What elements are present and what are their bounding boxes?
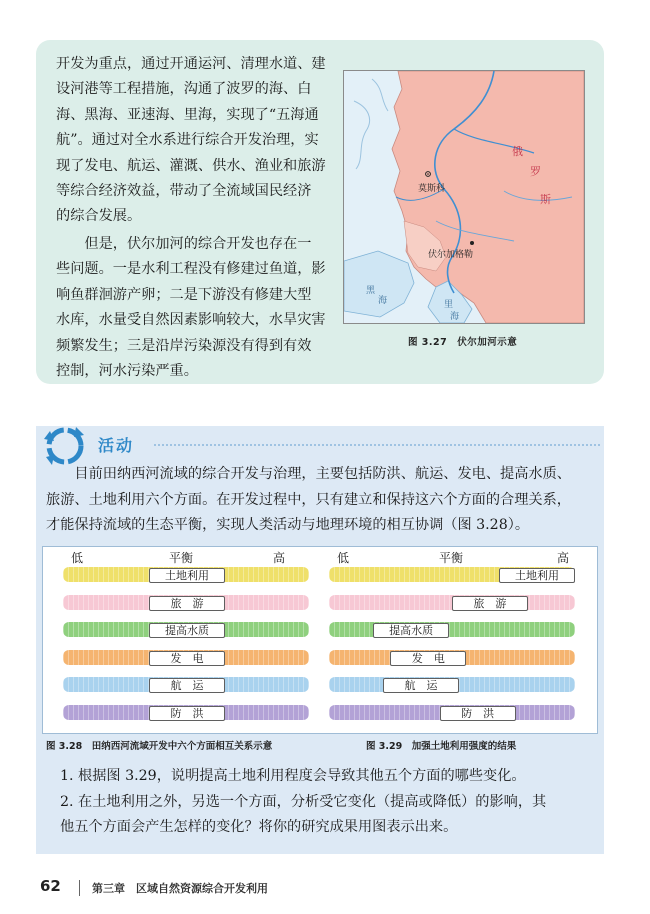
text-line: 频繁发生；三是沿岸污染源没有得到有效: [56, 337, 312, 354]
activity-title: 活动: [98, 436, 135, 455]
paragraph-volga-problems: [56, 232, 346, 384]
bar-value-label: 发 电: [390, 651, 466, 666]
bar-value-label: 防 洪: [440, 706, 516, 721]
question-2: 2. 在土地利用之外，另选一个方面，分析受它变化（提高或降低）的影响，其: [60, 793, 547, 810]
text-section-box: [36, 40, 604, 384]
bar-4: [329, 677, 575, 692]
bar-3: [329, 650, 575, 665]
text-line: 开发为重点，通过开通运河、清理水道、建: [56, 56, 326, 72]
map-label-country: 罗: [530, 165, 541, 178]
bar-2: [63, 622, 309, 637]
text-line: 航”。通过对全水系进行综合开发治理，实: [56, 132, 319, 149]
text-line: 现了发电、航运、灌溉、供水、渔业和旅游: [56, 157, 326, 174]
scale-mid: 平衡: [169, 551, 194, 565]
map-caption: 图 3.27 伏尔加河示意: [408, 337, 518, 348]
bar-0: [329, 567, 575, 582]
map-label-sea: 里: [444, 300, 454, 310]
map-label-country: 俄: [512, 145, 523, 158]
volgograd-marker-icon: [470, 241, 474, 245]
text-line: 旅游、土地利用六个方面。在开发过程中，只有建立和保持这六个方面的合理关系，: [46, 491, 571, 508]
bar-2: [329, 622, 575, 637]
map-label-country: 斯: [540, 193, 551, 206]
question-2-cont: 他五个方面会产生怎样的变化？将你的研究成果用图表示出来。: [60, 819, 458, 836]
bar-value-label: 提高水质: [373, 623, 449, 638]
scale-mid: 平衡: [439, 551, 464, 565]
bar-value-label: 航 运: [383, 678, 459, 693]
map-label-moscow: 莫斯科: [418, 184, 446, 194]
bar-1: [63, 595, 309, 610]
chart-caption-3-29: 图 3.29 加强土地利用强度的结果: [366, 741, 517, 752]
bar-3: [63, 650, 309, 665]
activity-questions: [60, 764, 590, 841]
map-label-sea: 黑: [366, 286, 376, 296]
scale-high: 高: [557, 551, 570, 565]
scale-low: 低: [337, 551, 350, 565]
footer-divider: [79, 880, 80, 896]
activity-box: [36, 426, 604, 854]
paragraph-volga-development: [56, 52, 346, 230]
text-line: 响鱼群洄游产卵；二是下游没有修建大型: [56, 286, 312, 303]
bar-value-label: 提高水质: [149, 623, 225, 638]
chart-caption-3-28: 图 3.28 田纳西河流域开发中六个方面相互关系示意: [46, 741, 273, 752]
bar-5: [329, 705, 575, 720]
map-label-sea: 海: [450, 312, 460, 322]
bar-value-label: 防 洪: [149, 706, 225, 721]
text-line: 设河港等工程措施，沟通了波罗的海、白: [56, 81, 312, 98]
bar-1: [329, 595, 575, 610]
bar-value-label: 土地利用: [149, 568, 225, 583]
bar-value-label: 航 运: [149, 678, 225, 693]
bar-value-label: 旅 游: [452, 596, 528, 611]
bar-5: [63, 705, 309, 720]
chapter-title: 第三章 区域自然资源综合开发利用: [92, 882, 268, 895]
scale-low: 低: [71, 551, 84, 565]
activity-intro: [46, 462, 598, 539]
text-line: 控制，河水污染严重。: [56, 363, 198, 380]
question-1: 1. 根据图 3.29，说明提高土地利用程度会导致其他五个方面的哪些变化。: [60, 768, 526, 784]
bar-value-label: 旅 游: [149, 596, 225, 611]
bar-4: [63, 677, 309, 692]
text-line: 些问题。一是水利工程没有修建过鱼道，影: [56, 261, 326, 278]
text-line: 等综合经济效益，带动了全流域国民经济: [56, 183, 312, 200]
bar-value-label: 发 电: [149, 651, 225, 666]
map-label-sea: 海: [378, 296, 388, 306]
text-line: 但是，伏尔加河的综合开发也存在一: [56, 236, 312, 252]
text-line: 的综合发展。: [56, 208, 142, 225]
balance-charts-panel: [42, 546, 598, 734]
scale-high: 高: [273, 551, 286, 565]
text-line: 才能保持流域的生态平衡，实现人类活动与地理环境的相互协调（图 3.28）。: [46, 517, 530, 534]
bar-0: [63, 567, 309, 582]
map-label-volgograd: 伏尔加格勒: [428, 250, 474, 260]
text-line: 目前田纳西河流域的综合开发与治理，主要包括防洪、航运、发电、提高水质、: [74, 466, 571, 482]
text-line: 海、黑海、亚速海、里海，实现了“五海通: [56, 106, 319, 123]
page-number: 62: [40, 877, 61, 895]
bar-value-label: 土地利用: [499, 568, 575, 583]
text-line: 水库，水量受自然因素影响较大，水旱灾害: [56, 312, 326, 329]
volga-river-map: [343, 70, 585, 324]
title-divider: [154, 444, 600, 446]
